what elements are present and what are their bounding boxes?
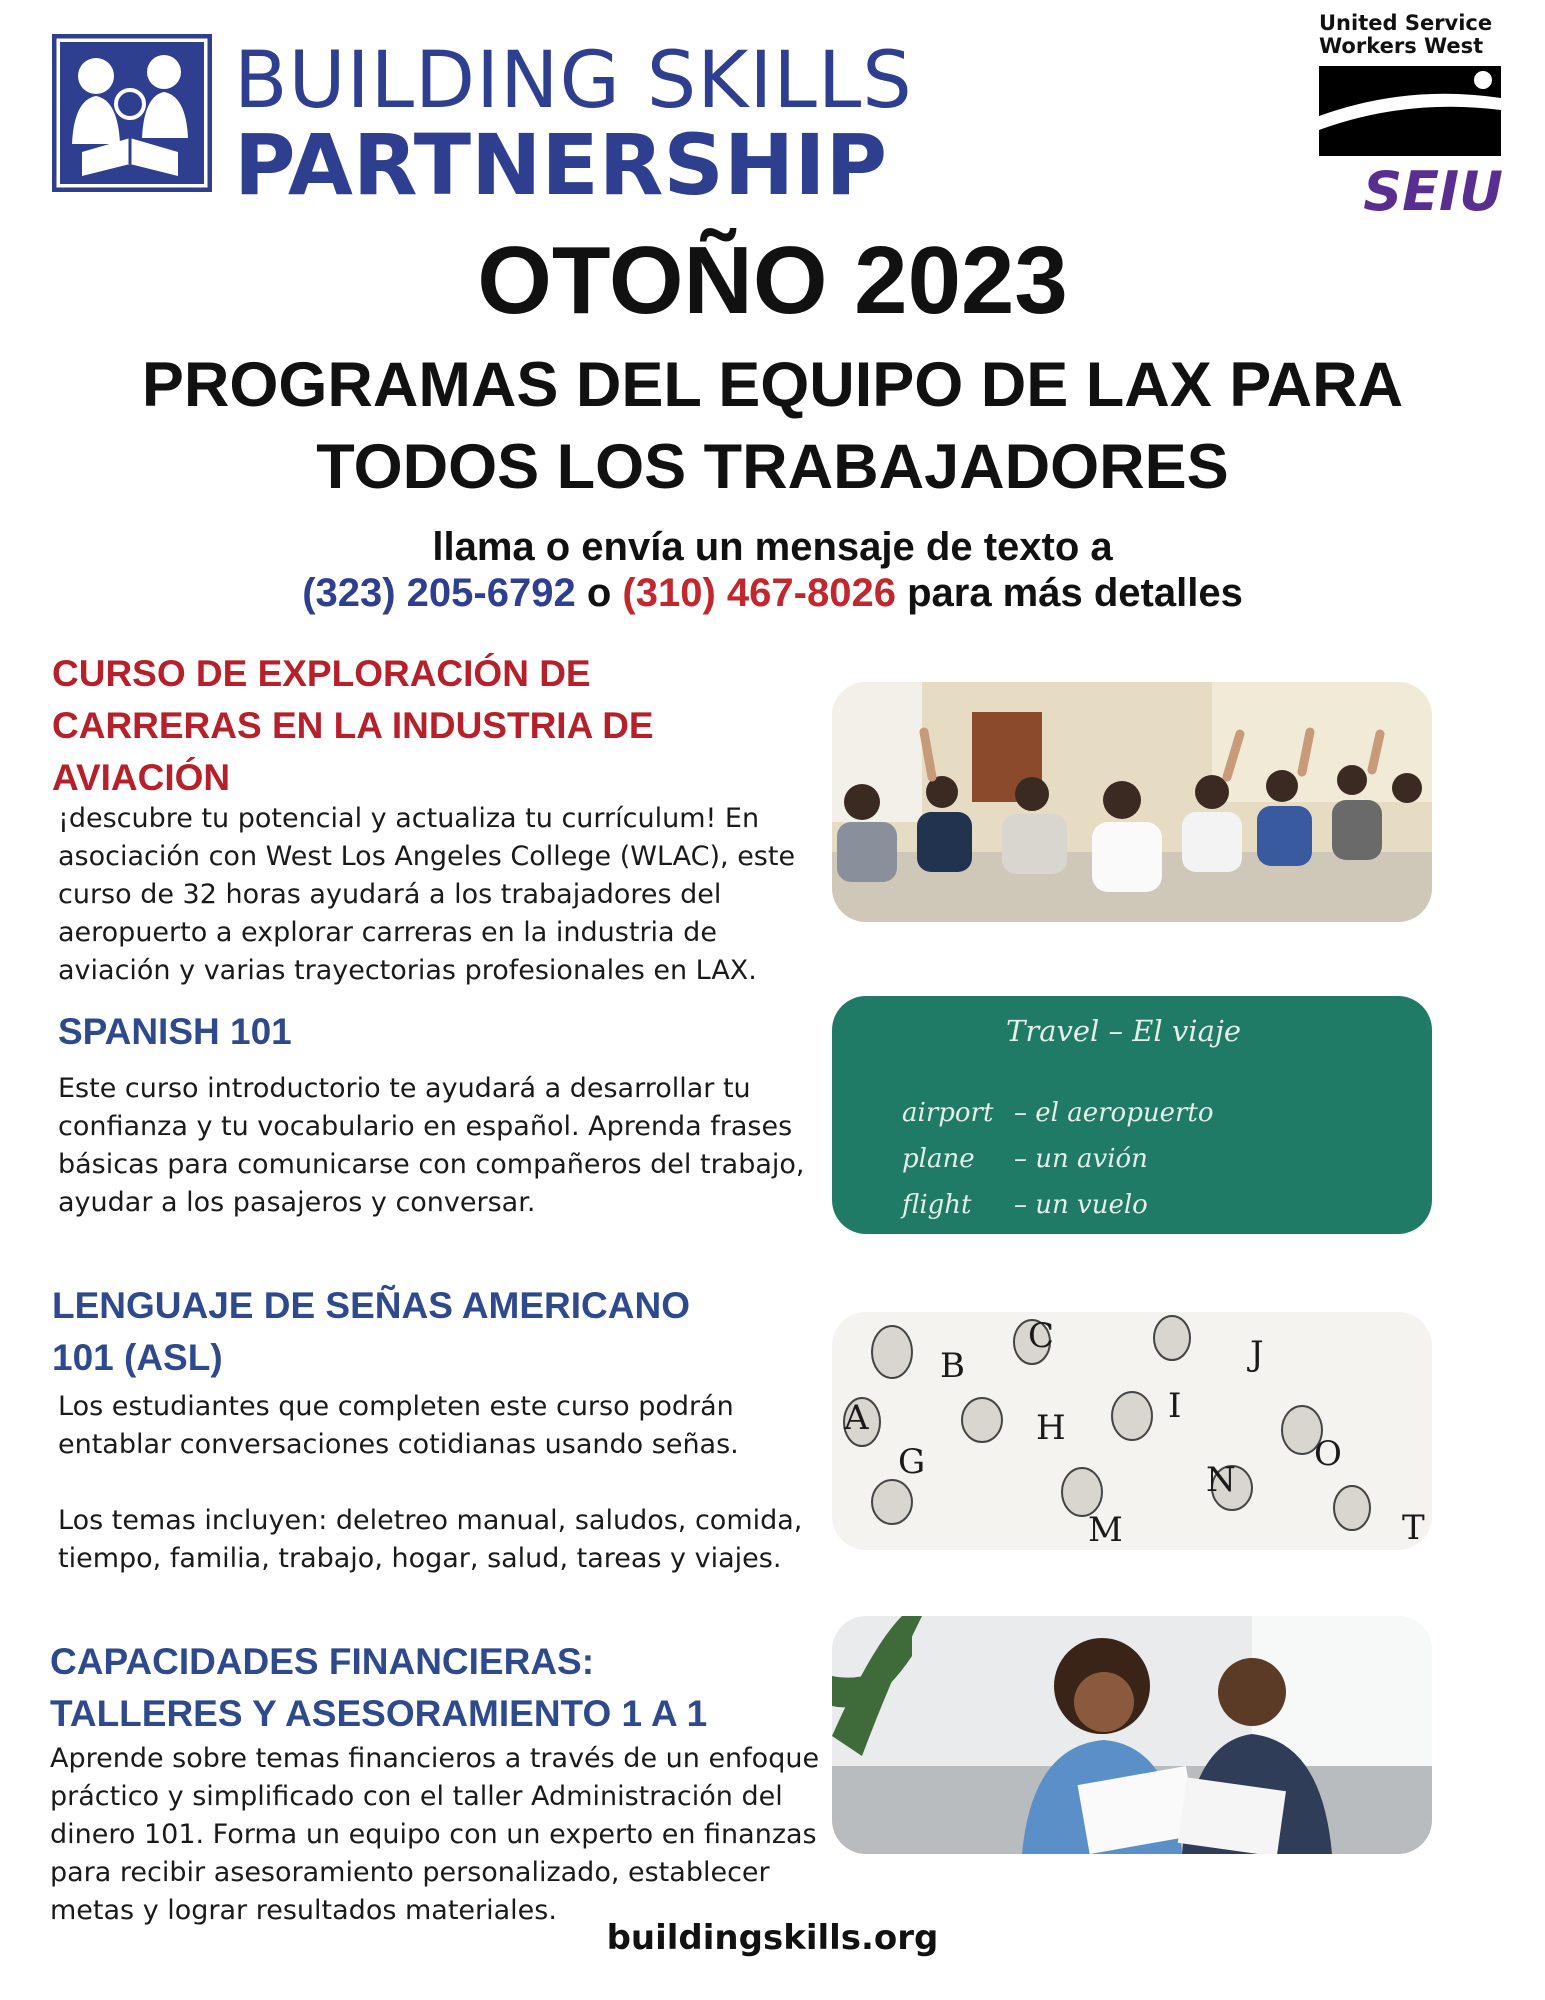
chalkboard-photo	[832, 996, 1432, 1234]
sign-language-photo	[832, 1312, 1432, 1550]
aviation-body-line5: aviación y varias trayectorias profesionales en LAX.	[58, 955, 757, 986]
chalkboard-word-es-3: – un vuelo	[1014, 1190, 1148, 1220]
chalkboard-word-es-2: – un avión	[1014, 1144, 1148, 1174]
finance-course-description	[50, 1740, 820, 1930]
spanish-course-title	[58, 1006, 758, 1058]
asl-title-line1: LENGUAJE DE SEÑAS AMERICANO	[52, 1285, 690, 1326]
seiu-logo-icon	[1317, 64, 1507, 214]
aviation-body-line2: asociación con West Los Angeles College (WLAC), este	[58, 841, 796, 872]
program-title-line1: PROGRAMAS DEL EQUIPO DE LAX PARA	[141, 350, 1404, 420]
logo-text-partnership: PARTNERSHIP	[234, 116, 888, 214]
finance-title-line2: TALLERES Y ASESORAMIENTO 1 A 1	[50, 1693, 708, 1734]
sign-letter-a: A	[844, 1398, 869, 1438]
aviation-title-line2: CARRERAS EN LA INDUSTRIA DE	[52, 705, 654, 746]
finance-body-line3: dinero 101. Forma un equipo con un experto en finanzas	[50, 1819, 817, 1850]
spanish-title-line1: SPANISH 101	[58, 1011, 292, 1052]
couple-reviewing-finances-photo	[832, 1616, 1432, 1854]
spanish-course-description	[58, 1070, 818, 1222]
spanish-body-line2: confianza y tu vocabulario en español. Aprenda frases	[58, 1111, 793, 1142]
union-brand-text: SEIU	[1363, 160, 1503, 214]
asl-course-title	[52, 1280, 812, 1384]
contact-info	[0, 524, 1545, 616]
sign-letter-g: G	[898, 1442, 926, 1482]
chalkboard-heading: Travel – El viaje	[1006, 1014, 1242, 1048]
logo-text-building-skills: BUILDING SKILLS	[234, 36, 913, 126]
spanish-body-line1: Este curso introductorio te ayudará a desarrollar tu	[58, 1073, 751, 1104]
aviation-title-line1: CURSO DE EXPLORACIÓN DE	[52, 653, 591, 694]
building-skills-logo	[52, 30, 952, 214]
union-name-line2: Workers West	[1319, 34, 1484, 58]
sign-letter-h: H	[1036, 1408, 1066, 1448]
asl-course-description	[58, 1388, 818, 1578]
sign-letter-b: B	[940, 1346, 965, 1386]
finance-body-line1: Aprende sobre temas financieros a través de un enfoque	[50, 1743, 820, 1774]
asl-body-line4: Los temas incluyen: deletreo manual, saludos, comida,	[58, 1505, 803, 1536]
spanish-body-line3: básicas para comunicarse con compañeros del trabajo,	[58, 1149, 805, 1180]
website-link[interactable]: buildingskills.org	[606, 1918, 939, 1958]
sign-letter-o: O	[1314, 1434, 1342, 1474]
asl-body-line2: entablar conversaciones cotidianas usando señas.	[58, 1429, 739, 1460]
chalkboard-word-en-1: airport	[902, 1098, 994, 1128]
season-title: OTOÑO 2023	[477, 227, 1068, 334]
finance-body-line4: para recibir asesoramiento personalizado, establecer	[50, 1857, 770, 1888]
finance-title-line1: CAPACIDADES FINANCIERAS:	[50, 1641, 595, 1682]
classroom-photo	[832, 682, 1432, 922]
asl-title-line2: 101 (ASL)	[52, 1337, 223, 1378]
finance-course-title	[50, 1636, 810, 1740]
asl-body-line5: tiempo, familia, trabajo, hogar, salud, tareas y viajes.	[58, 1543, 782, 1574]
sign-letter-c: C	[1028, 1316, 1055, 1356]
contact-intro: llama o envía un mensaje de texto a	[432, 525, 1113, 569]
sign-letter-j: J	[1250, 1334, 1264, 1374]
sign-letter-t: T	[1402, 1508, 1425, 1548]
program-title	[0, 344, 1545, 508]
aviation-course-description	[58, 800, 818, 990]
asl-body-spacer	[58, 1464, 818, 1502]
aviation-course-title	[52, 648, 792, 804]
program-title-line2: TODOS LOS TRABAJADORES	[316, 432, 1229, 502]
chalkboard-word-es-1: – el aeropuerto	[1014, 1098, 1214, 1128]
contact-connector: o	[575, 571, 623, 615]
chalkboard-word-en-2: plane	[902, 1144, 975, 1174]
aviation-title-line3: AVIACIÓN	[52, 757, 231, 798]
sign-letter-i: I	[1168, 1386, 1182, 1426]
union-logo	[1309, 12, 1509, 212]
aviation-body-line3: curso de 32 horas ayudará a los trabajadores del	[58, 879, 722, 910]
reading-family-logo-icon	[52, 34, 212, 192]
phone-number-2[interactable]: (310) 467-8026	[622, 571, 896, 615]
union-name-line1: United Service	[1319, 11, 1493, 35]
aviation-body-line1: ¡descubre tu potencial y actualiza tu currículum! En	[58, 803, 760, 834]
finance-body-line5: metas y lograr resultados materiales.	[50, 1895, 557, 1926]
finance-body-line2: práctico y simplificado con el taller Administración del	[50, 1781, 783, 1812]
sign-letter-m: M	[1088, 1510, 1123, 1550]
spanish-body-line4: ayudar a los pasajeros y conversar.	[58, 1187, 536, 1218]
sign-letter-n: N	[1206, 1460, 1236, 1500]
phone-number-1[interactable]: (323) 205-6792	[302, 571, 576, 615]
asl-body-line1: Los estudiantes que completen este curso podrán	[58, 1391, 734, 1422]
chalkboard-word-en-3: flight	[902, 1190, 972, 1220]
aviation-body-line4: aeropuerto a explorar carreras en la industria de	[58, 917, 717, 948]
contact-suffix: para más detalles	[895, 571, 1243, 615]
